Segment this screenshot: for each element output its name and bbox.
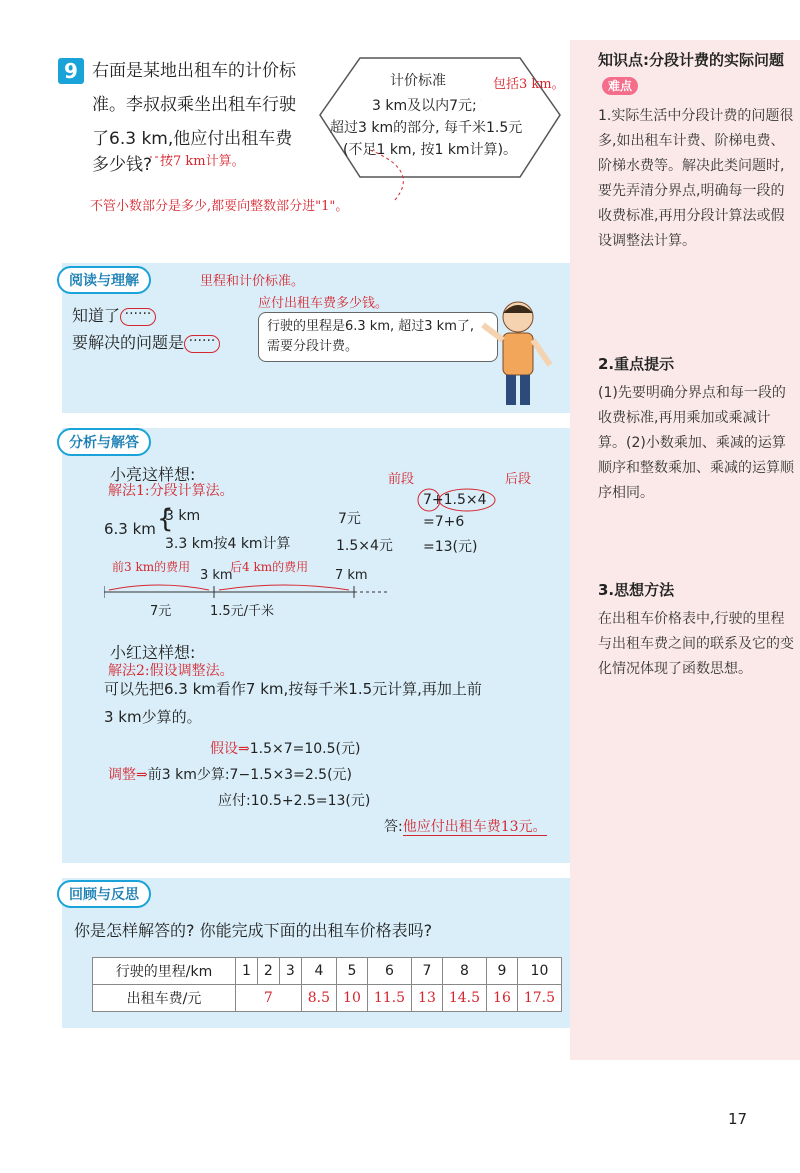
fare-cell: 14.5 (442, 985, 486, 1012)
round-note: 按7 km计算。 (160, 154, 245, 169)
speech-bubble: 行驶的里程是6.3 km, 超过3 km了, 需要分段计费。 (258, 312, 498, 362)
tick-3km: 3 km (200, 568, 233, 583)
cost-1: 7元 (338, 511, 361, 527)
fare-cell: 7 (236, 985, 302, 1012)
cost-2: 1.5×4元 (336, 538, 393, 554)
fare-row-distance (93, 958, 562, 985)
knowledge-text: 1.实际生活中分段计费的问题很多,如出租车计费、阶梯电费、阶梯水费等。解决此类问题时,要先弄清分界点,明确每一段的收费标准,再用分段计算法或假设调整法计算。 (598, 108, 794, 249)
fare-cell: 10 (337, 985, 368, 1012)
ask-text: 要解决的问题是 (72, 333, 185, 352)
assume-label: 假设⇒ (210, 741, 250, 757)
fare-cell: 8.5 (301, 985, 336, 1012)
eq-3: =13(元) (423, 539, 478, 555)
problem-line-2: 准。李叔叔乘坐出租车行驶 (92, 95, 296, 115)
thinking-text: 在出租车价格表中,行驶的里程与出租车费之间的联系及它的变化情况体现了函数思想。 (598, 611, 794, 677)
segment-2: 3.3 km按4 km计算 (165, 536, 291, 552)
front-fee-label: 前3 km的费用 (112, 560, 191, 574)
fare-row-cost (93, 985, 562, 1012)
adjust-label: 调整⇒ (108, 767, 148, 783)
answer-label: 答: (384, 819, 403, 835)
eq-1: 7+1.5×4 (423, 492, 487, 508)
thinking-method (598, 578, 794, 682)
tick-7km: 7 km (335, 568, 368, 583)
fare-cell: 16 (487, 985, 518, 1012)
focus-text: (1)先要明确分界点和每一段的收费标准,再用乘加或乘减计算。(2)小数乘加、乘减的运算顺序和整数乘加、乘减的运算顺序相同。 (598, 385, 794, 501)
problem-number: 9 (58, 58, 84, 84)
distance-cell: 3 (279, 958, 301, 985)
xiaoliang-title: 小亮这样想: (110, 465, 196, 484)
problem-line-1: 右面是某地出租车的计价标 (92, 61, 296, 81)
boy-illustration (478, 295, 558, 410)
front-segment-label: 前段 (388, 472, 415, 487)
read-label: 阅读与理解 (57, 266, 151, 294)
pricing-row-2: 超过3 km的部分, 每千米1.5元 (330, 120, 523, 136)
distance-cell: 4 (301, 958, 336, 985)
answer-text: 他应付出租车费13元。 (402, 819, 547, 835)
distance-cell: 10 (517, 958, 561, 985)
xiaohong-title: 小红这样想: (110, 643, 196, 662)
focus-tips (598, 352, 794, 506)
distance-cell: 6 (367, 958, 411, 985)
price-back: 1.5元/千米 (210, 604, 275, 619)
analysis-label: 分析与解答 (57, 428, 151, 456)
decimal-note: 不管小数部分是多少,都要向整数部分进"1"。 (90, 199, 349, 214)
distance-cell: 7 (412, 958, 443, 985)
method-2: 解法2:假设调整法。 (108, 663, 234, 679)
ask-note: 应付出租车费多少钱。 (258, 296, 389, 311)
known-dots: ······ (120, 308, 156, 326)
distance-cell: 1 (236, 958, 258, 985)
distance-cell: 8 (442, 958, 486, 985)
segment-1: 3 km (165, 508, 201, 524)
price-front: 7元 (150, 604, 172, 619)
brace: { (157, 504, 174, 534)
ask-dots: ······ (184, 335, 220, 353)
distance-cell: 9 (487, 958, 518, 985)
annotation-arrows (140, 100, 560, 210)
fare-cell: 17.5 (517, 985, 561, 1012)
method-1: 解法1:分段计算法。 (108, 483, 234, 499)
back-fee-label: 后4 km的费用 (230, 560, 309, 574)
fare-header: 出租车费/元 (93, 985, 236, 1012)
problem-line-3: 了6.3 km,他应付出租车费 (92, 129, 293, 149)
problem-line-4: 多少钱? (92, 155, 153, 175)
known-text: 知道了 (72, 306, 121, 325)
review-question: 你是怎样解答的? 你能完成下面的出租车价格表吗? (74, 921, 433, 940)
distance: 6.3 km (104, 520, 156, 538)
knowledge-point (598, 48, 794, 254)
difficulty-tag: 难点 (602, 77, 638, 95)
page-number: 17 (728, 1110, 748, 1128)
pricing-row-1: 3 km及以内7元; (372, 98, 477, 114)
pricing-row-3: (不足1 km, 按1 km计算)。 (343, 142, 518, 158)
explain-line-2: 3 km少算的。 (104, 708, 202, 726)
distance-header: 行驶的里程/km (93, 958, 236, 985)
distance-cell: 2 (257, 958, 279, 985)
fare-cell: 11.5 (367, 985, 411, 1012)
include-note: 包括3 km。 (493, 77, 565, 92)
pay-row: 应付:10.5+2.5=13(元) (218, 793, 371, 809)
eq-2: =7+6 (423, 514, 465, 530)
answer-row (384, 816, 547, 836)
read-ask (72, 330, 220, 353)
review-label: 回顾与反思 (57, 880, 151, 908)
knowledge-title: 知识点:分段计费的实际问题 (598, 51, 784, 69)
assume-row (210, 738, 360, 758)
fare-table (92, 957, 562, 1012)
explain-line-1: 可以先把6.3 km看作7 km,按每千米1.5元计算,再加上前 (104, 680, 482, 698)
distance-cell: 5 (337, 958, 368, 985)
pricing-title: 计价标准 (390, 73, 446, 89)
focus-title: 2.重点提示 (598, 355, 675, 373)
read-known (72, 303, 156, 326)
thinking-title: 3.思想方法 (598, 581, 675, 599)
back-segment-label: 后段 (505, 472, 532, 487)
known-note: 里程和计价标准。 (200, 274, 305, 289)
adjust-row (108, 764, 352, 784)
adjust-calc: 前3 km少算:7−1.5×3=2.5(元) (147, 767, 353, 783)
assume-calc: 1.5×7=10.5(元) (249, 741, 361, 757)
fare-cell: 13 (412, 985, 443, 1012)
